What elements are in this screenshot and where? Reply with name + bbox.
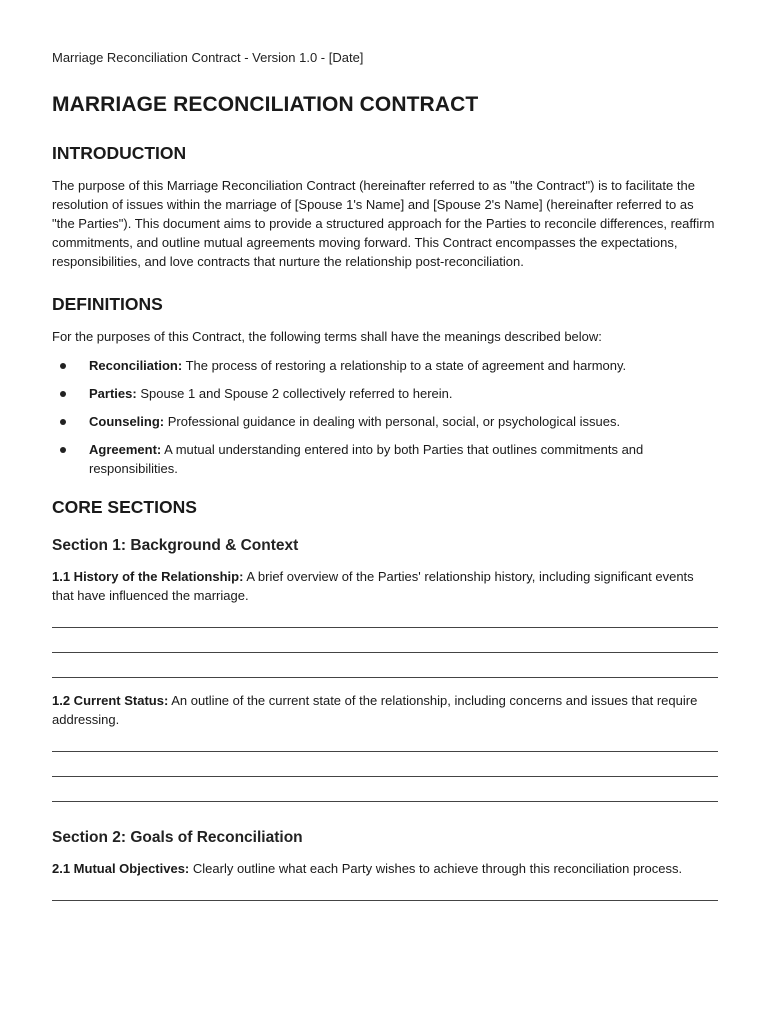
core-sections-heading: CORE SECTIONS (52, 497, 197, 517)
section-2-heading: Section 2: Goals of Reconciliation (52, 829, 303, 846)
item-1-2-label: 1.2 Current Status: (52, 693, 169, 708)
fill-in-lines-1-1 (52, 626, 718, 678)
item-2-1-label: 2.1 Mutual Objectives: (52, 861, 190, 876)
definition-item (52, 384, 718, 403)
introduction-text: The purpose of this Marriage Reconciliation Contract (hereinafter referred to as "the Contract") is to facilitate the resolution of issues within the marriage of [Spouse 1's Name] and [Spouse 2's Name] (hereinafter referred to as "the Parties"). This document aims to provide a structured approach for the Parties to reconcile differences, reaffirm commitments, and outline mutual agreements moving forward. This Contract encompasses the expectations, responsibilities, and love contracts that nurture the relationship post-reconciliation. (52, 178, 715, 269)
introduction-heading: INTRODUCTION (52, 143, 187, 163)
fill-in-line[interactable] (52, 750, 718, 752)
bullet-icon (60, 363, 66, 369)
definition-item (52, 412, 718, 431)
bullet-icon (60, 391, 66, 397)
definitions-lead: For the purposes of this Contract, the following terms shall have the meanings described below: (52, 329, 602, 344)
fill-in-lines-1-2 (52, 750, 718, 802)
fill-in-line[interactable] (52, 775, 718, 777)
fill-in-line[interactable] (52, 800, 718, 802)
fill-in-line[interactable] (52, 676, 718, 678)
definitions-heading: DEFINITIONS (52, 294, 163, 314)
definition-text: Spouse 1 and Spouse 2 collectively referred to herein. (136, 386, 453, 401)
item-1-2 (52, 691, 718, 729)
item-1-1 (52, 567, 718, 605)
definition-term: Counseling: (89, 414, 165, 429)
document-title: MARRIAGE RECONCILIATION CONTRACT (52, 93, 479, 116)
fill-in-lines-2-1 (52, 899, 718, 901)
definitions-list (52, 356, 718, 478)
definition-term: Reconciliation: (89, 358, 183, 373)
definition-text: A mutual understanding entered into by both Parties that outlines commitments and responsibilities. (89, 442, 644, 476)
item-1-1-label: 1.1 History of the Relationship: (52, 569, 244, 584)
definition-term: Agreement: (89, 442, 162, 457)
bullet-icon (60, 419, 66, 425)
fill-in-line[interactable] (52, 651, 718, 653)
section-1-heading: Section 1: Background & Context (52, 537, 299, 554)
fill-in-line[interactable] (52, 626, 718, 628)
definition-term: Parties: (89, 386, 137, 401)
item-1-1-text: A brief overview of the Parties' relationship history, including significant events that have influenced the marriage. (52, 569, 694, 603)
definition-text: Professional guidance in dealing with personal, social, or psychological issues. (164, 414, 621, 429)
definition-text: The process of restoring a relationship to a state of agreement and harmony. (182, 358, 627, 373)
definition-item (52, 440, 718, 478)
running-header: Marriage Reconciliation Contract - Version 1.0 - [Date] (52, 50, 364, 65)
bullet-icon (60, 447, 66, 453)
fill-in-line[interactable] (52, 899, 718, 901)
definition-item (52, 356, 718, 375)
item-1-2-text: An outline of the current state of the relationship, including concerns and issues that require addressing. (52, 693, 698, 727)
item-2-1 (52, 859, 718, 878)
item-2-1-text: Clearly outline what each Party wishes to achieve through this reconciliation process. (189, 861, 683, 876)
